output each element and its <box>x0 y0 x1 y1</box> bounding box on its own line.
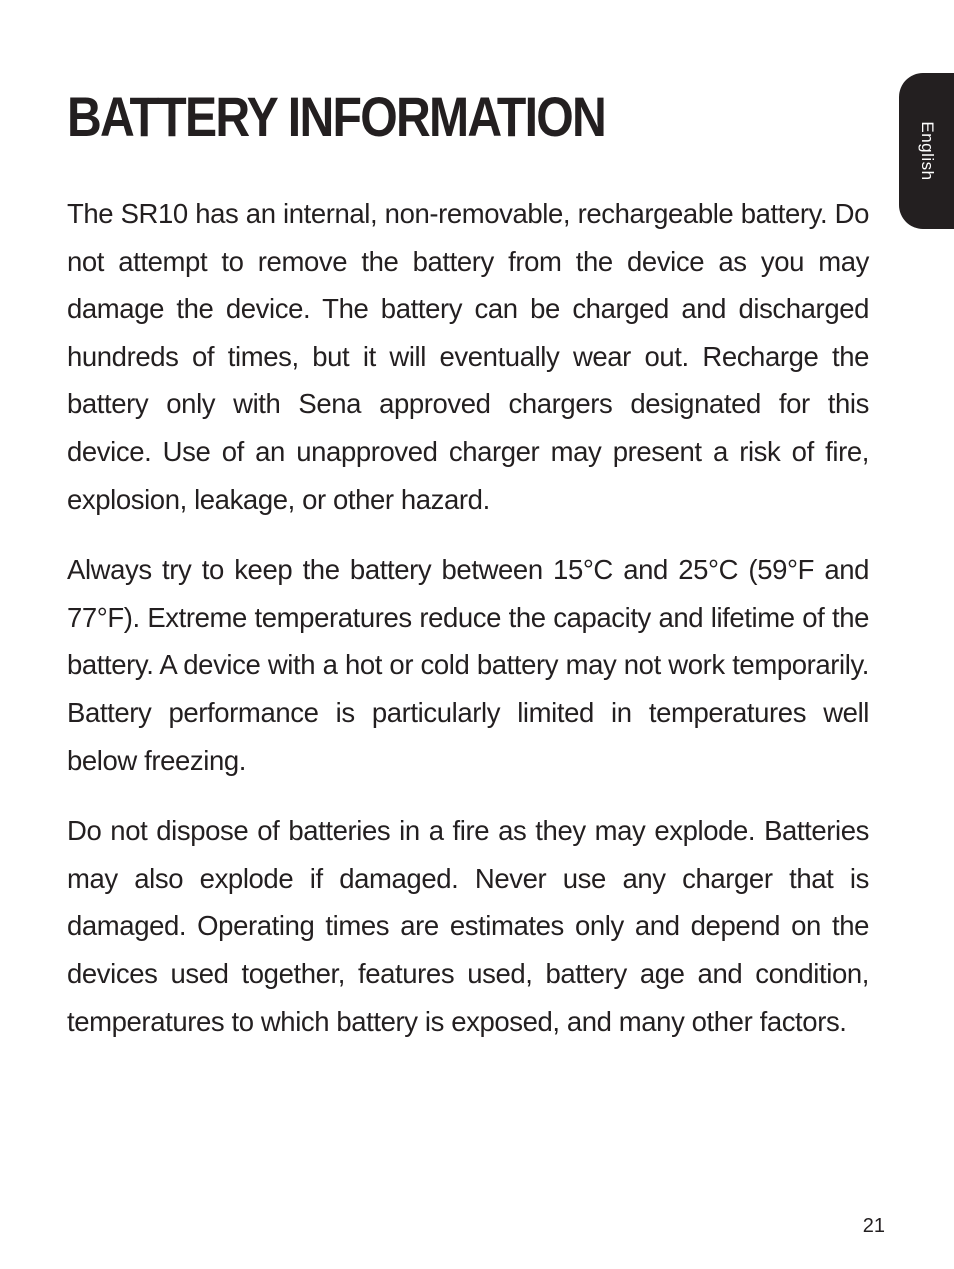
language-tab <box>899 73 954 229</box>
body-text <box>67 190 869 1068</box>
paragraph-battery-disposal: Do not dispose of batteries in a fire as they may explode. Batteries may also explode if damaged. Never use any charger that is damaged. Operating times are estimates only and depend on the devices used together, features used, battery age and condition, temperatures to which battery is exposed, and many other factors. <box>67 815 869 1037</box>
paragraph-battery-overview: The SR10 has an internal, non-removable, rechargeable battery. Do not attempt to remove the battery from the device as you may damage the device. The battery can be charged and discharged hundreds of times, but it will eventually wear out. Recharge the battery only with Sena approved chargers designated for this device. Use of an unapproved charger may present a risk of fire, explosion, leakage, or other hazard. <box>67 198 869 515</box>
page-number: 21 <box>862 1215 885 1237</box>
page-title: BATTERY INFORMATION <box>67 85 606 148</box>
language-tab-label: English <box>917 121 937 181</box>
paragraph-battery-temperature: Always try to keep the battery between 15°C and 25°C (59°F and 77°F). Extreme temperatures reduce the capacity and lifetime of the battery. A device with a hot or cold battery may not work temporarily. Battery performance is particularly limited in temperatures well below freezing. <box>67 554 869 776</box>
